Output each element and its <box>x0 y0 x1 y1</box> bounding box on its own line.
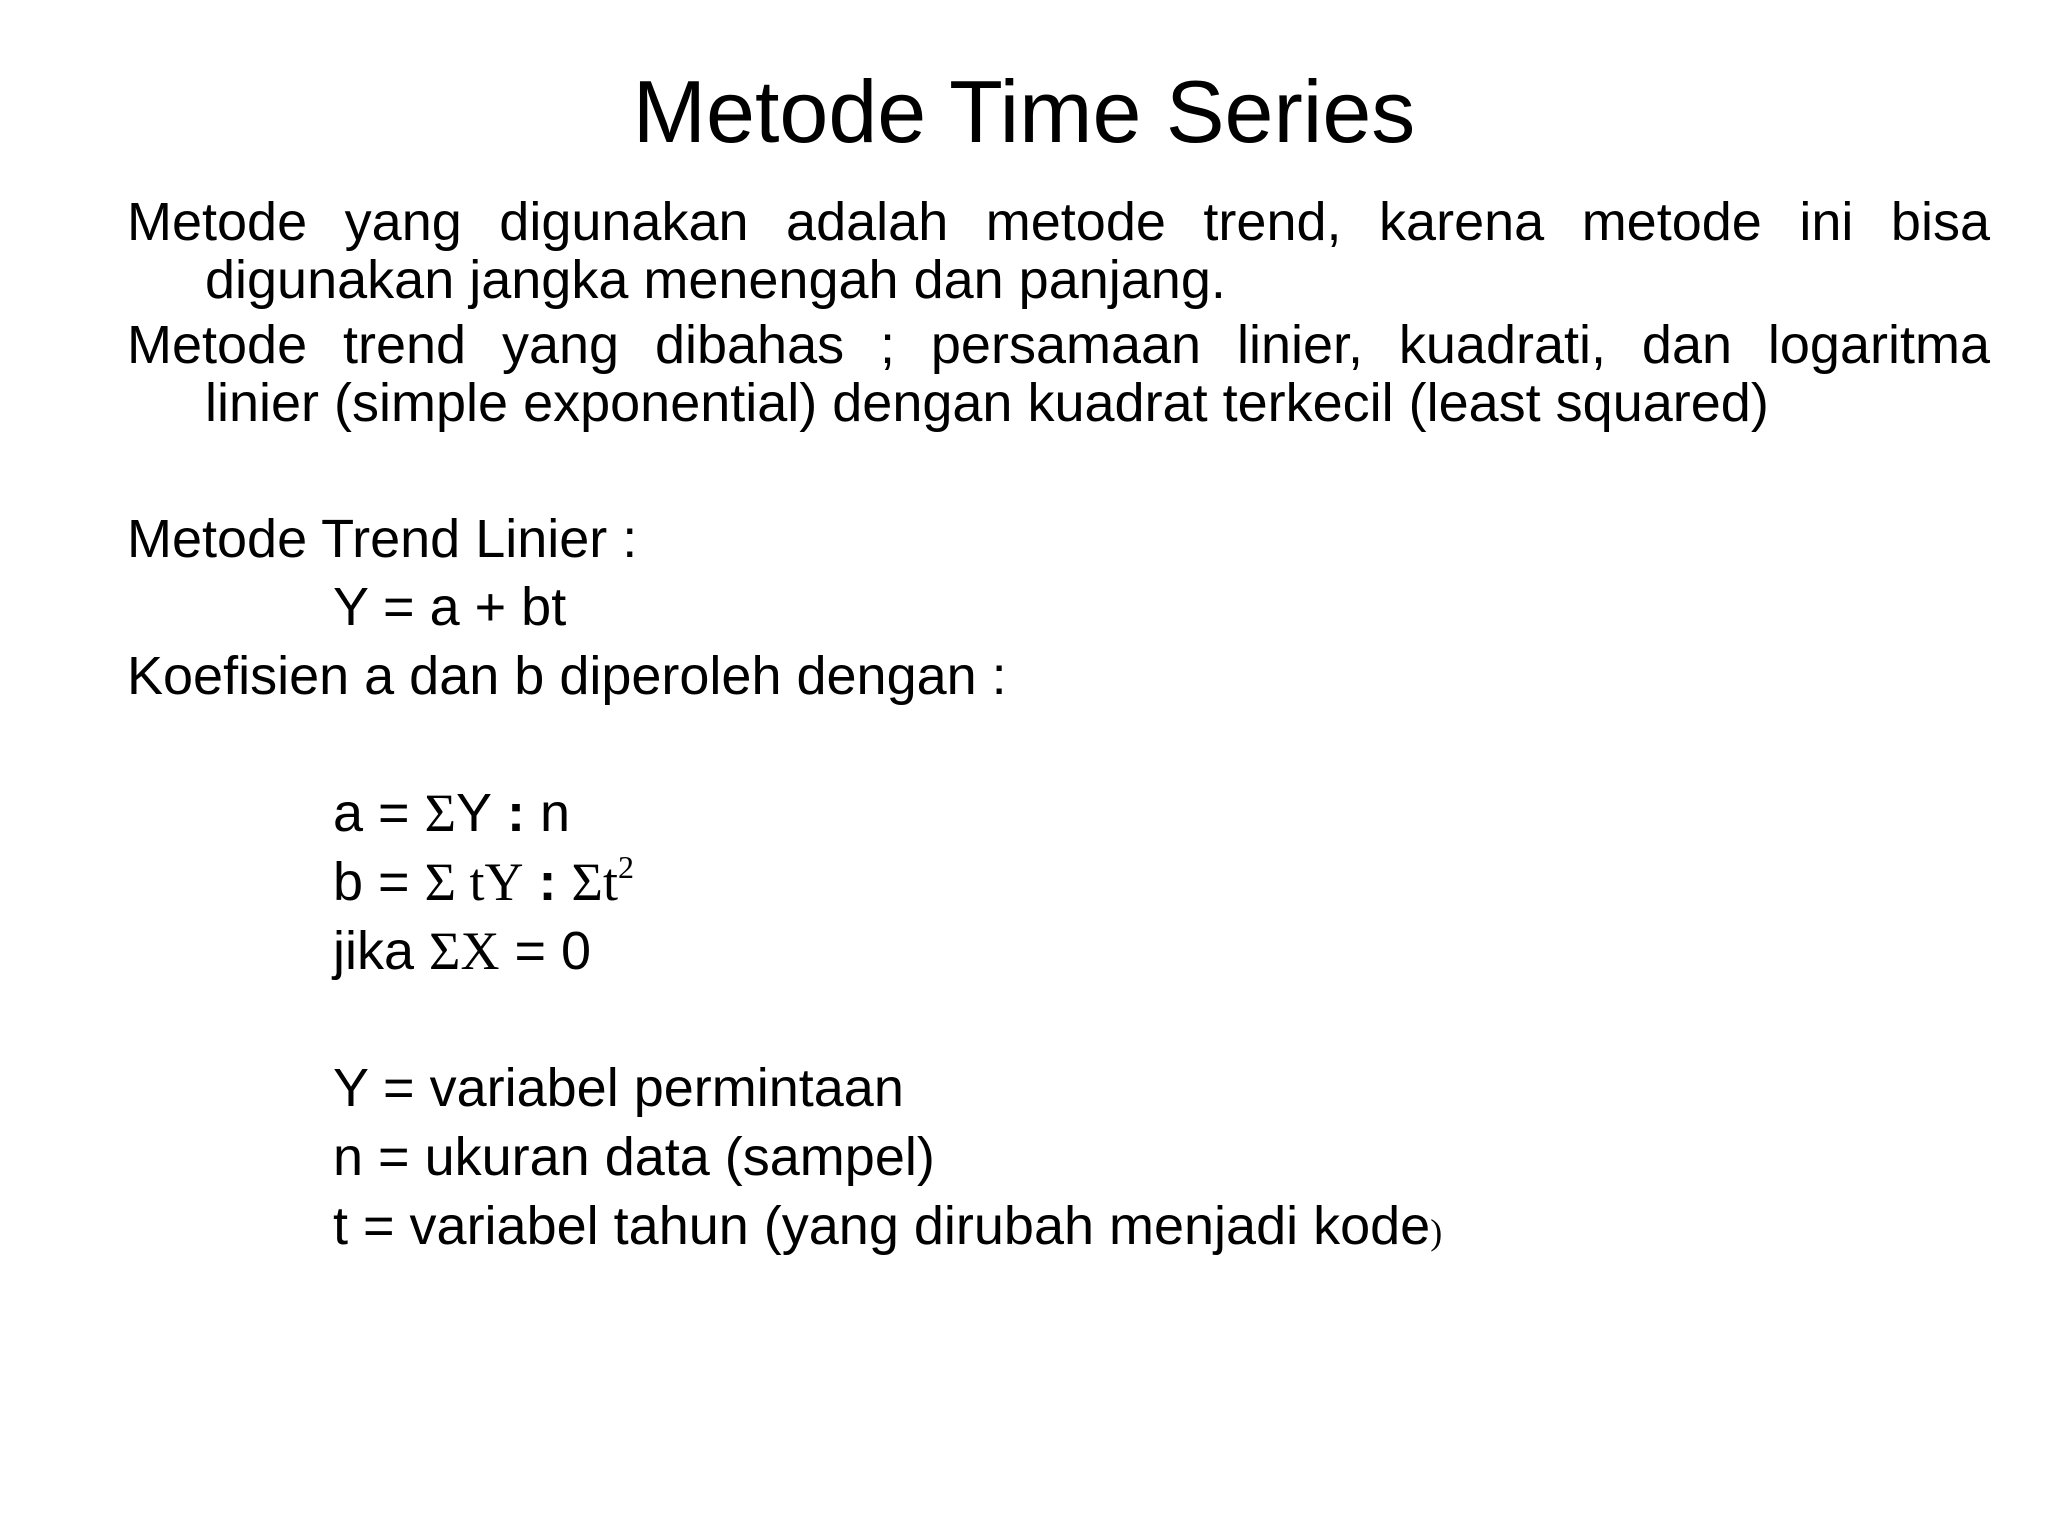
formula-b-var1: tY <box>456 852 524 912</box>
trend-linear-heading: Metode Trend Linier : <box>127 509 638 569</box>
paragraph-method-used-line1: Metode yang digunakan adalah metode trend, karena metode ini bisa <box>127 192 1990 252</box>
sigma-symbol: Σ <box>429 921 461 981</box>
formula-condition <box>333 919 591 983</box>
coefficient-heading: Koefisien a dan b diperoleh dengan : <box>127 646 1007 706</box>
definition-y: Y = variabel permintaan <box>333 1058 904 1118</box>
formula-b-var2: t <box>602 852 618 912</box>
definition-n: n = ukuran data (sampel) <box>333 1127 935 1187</box>
sigma-symbol: Σ <box>424 852 457 912</box>
paragraph-trend-methods <box>127 316 1990 432</box>
sigma-symbol: Σ <box>571 852 603 912</box>
definition-t-close-paren: ) <box>1430 1212 1443 1252</box>
definition-t <box>333 1194 1442 1264</box>
formula-b-lhs: b = <box>333 852 425 912</box>
formula-b <box>333 850 634 914</box>
formula-a-lhs: a = <box>333 783 425 843</box>
sigma-symbol: Σ <box>424 783 457 843</box>
formula-cond-rhs: = 0 <box>499 921 592 981</box>
paragraph-method-used-line2: digunakan jangka menengah dan panjang. <box>205 250 1226 310</box>
linear-equation: Y = a + bt <box>333 577 567 637</box>
formula-b-colon: : <box>523 852 572 912</box>
definition-t-text: t = variabel tahun (yang dirubah menjadi kode <box>333 1196 1431 1256</box>
formula-a-var: Y <box>456 783 493 843</box>
paragraph-trend-methods-line2: linier (simple exponential) dengan kuadrat terkecil (least squared) <box>205 373 1769 433</box>
paragraph-trend-methods-line1: Metode trend yang dibahas ; persamaan linier, kuadrati, dan logaritma <box>127 315 1990 375</box>
formula-a-rhs: n <box>540 783 571 843</box>
formula-b-exponent: 2 <box>617 849 634 885</box>
formula-a-colon: : <box>492 783 541 843</box>
formula-cond-lhs: jika <box>333 921 430 981</box>
paragraph-method-used <box>127 193 1990 309</box>
formula-cond-var: X <box>460 921 500 981</box>
formula-a <box>333 781 570 845</box>
slide-title: Metode Time Series <box>632 62 1416 161</box>
